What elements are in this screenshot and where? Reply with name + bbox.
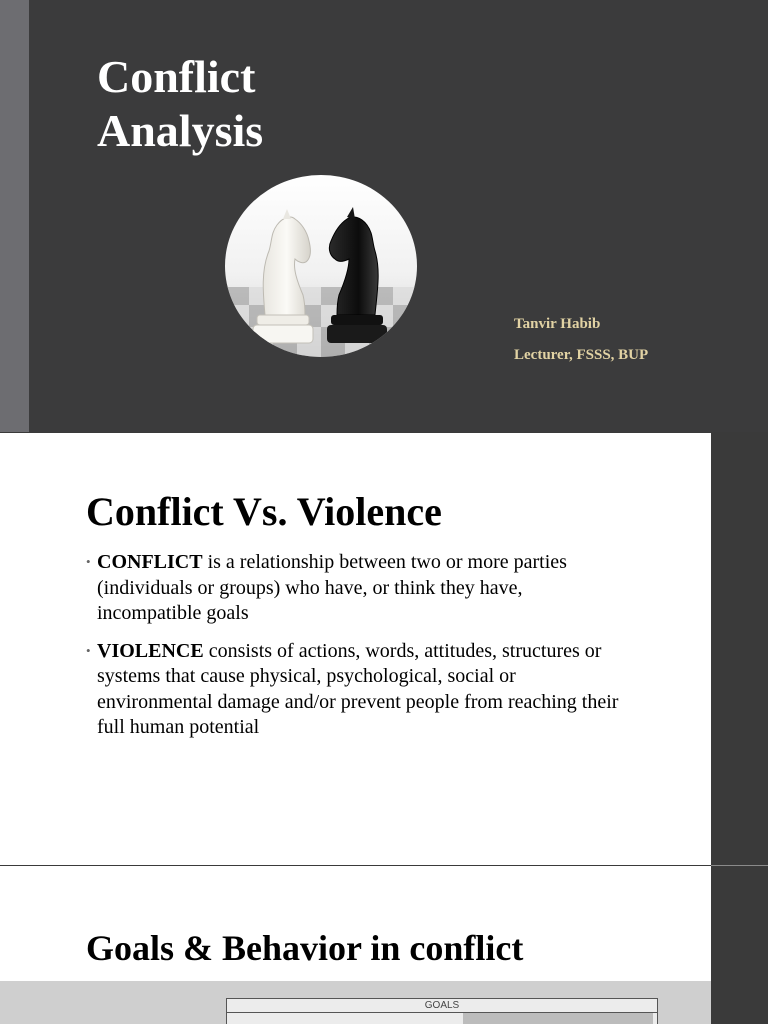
bullet-icon: •	[86, 554, 91, 569]
page-gutter	[711, 866, 768, 1024]
violence-definition	[86, 639, 626, 741]
conflict-vs-violence-slide	[0, 433, 711, 865]
conflict-text: is a relationship between two or more parties (individuals or groups) who have, or think they have, incompatible goals	[97, 551, 567, 624]
chess-knights-illustration	[225, 175, 417, 357]
conflict-term: CONFLICT	[97, 551, 203, 573]
title-line-2: Analysis	[97, 105, 264, 156]
chess-knights-image	[225, 175, 417, 357]
bullet-icon: •	[86, 642, 91, 658]
page-gutter	[711, 433, 768, 865]
definition-list	[86, 550, 626, 753]
conflict-definition	[86, 550, 626, 627]
author-name: Tanvir Habib	[514, 316, 601, 332]
slide-title: Goals & Behavior in conflict	[86, 928, 524, 968]
goals-table	[226, 998, 658, 1024]
left-accent-band	[0, 0, 29, 432]
violence-term: VIOLENCE	[97, 639, 204, 662]
slide-title: Conflict Vs. Violence	[86, 489, 442, 534]
presentation-title	[97, 50, 263, 158]
title-slide	[0, 0, 768, 432]
goals-header: GOALS	[227, 999, 657, 1013]
title-line-1: Conflict	[97, 51, 256, 102]
author-role: Lecturer, FSSS, BUP	[514, 347, 649, 363]
goals-cell	[463, 1013, 653, 1024]
violence-text: consists of actions, words, attitudes, structures or systems that cause physical, psychological, social or environmental damage and/or prevent people from reaching their full human potential	[97, 639, 619, 738]
goals-table-photo	[0, 981, 711, 1024]
goals-behavior-slide	[0, 866, 711, 1024]
